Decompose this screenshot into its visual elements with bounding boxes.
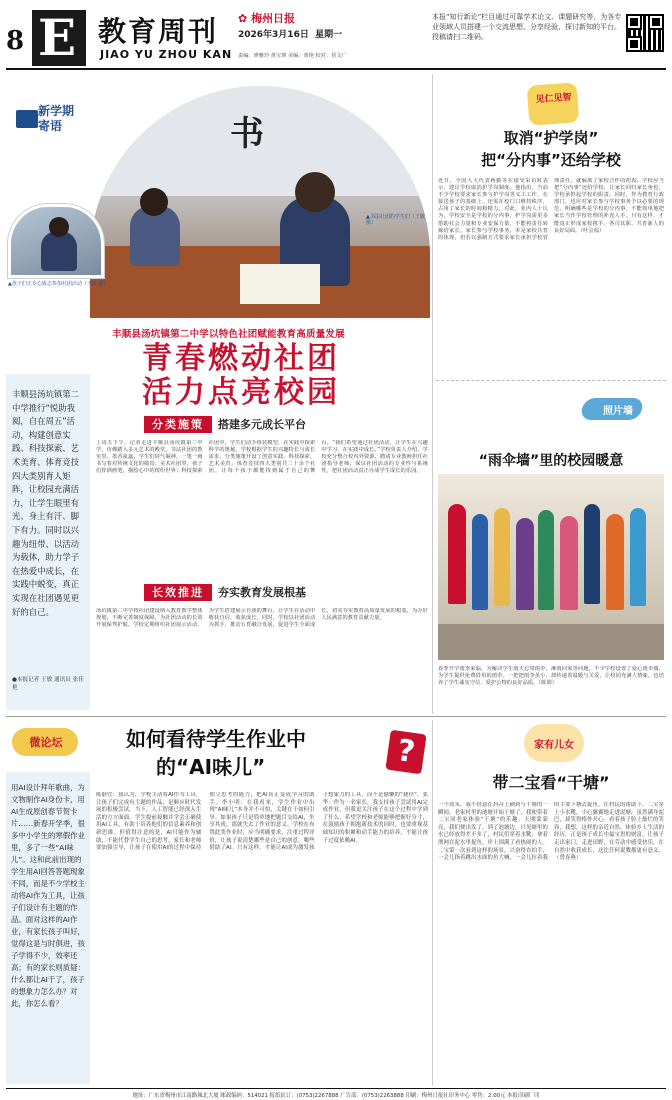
book-icon [16,110,38,128]
lead-box [6,374,90,710]
umbrella-1 [448,504,466,604]
family-body: 一个周末，我不经意在抖音上刷到与干塘的一瞬间。老家村里的池塘开始干塘了，我便带着二宝回老家体验“干塘”的乐趣。天刚蒙蒙亮，我们便出发了。到了池塘边，只见塘里的水已经放得差不多了，村民们穿着水靴、拿着渔网在泥水里捉鱼，岸上围满了看热闹的人。二宝第一次看到这样的场景，兴奋得直拍手，一会儿指着跳出水面的鱼大喊，一会儿拉着我的手要下塘去捉鱼。在村民的帮助下，二宝穿上小水靴，小心翼翼地走进泥塘，虽然满身泥巴，却笑得格外开心。看着孩子脸上灿烂的笑容，我想，这样的亲近自然、体验乡土生活的经历，正是孩子成长中最宝贵的财富。让孩子走出家门，走进田野，在劳动中感受快乐，在自然中收获成长，这比任何说教都更有意义。（曾春燕） [438,802,664,862]
header-rule [6,68,666,70]
byline: ●本报记者 王敏 通讯员 张佳艳 [12,677,84,691]
side-column [436,74,666,714]
photo-wall-tag: 照片墙 [582,398,656,420]
photo-caption-left: ▲孩子们正专心致志参加社团活动（王敏 摄） [8,281,109,287]
family-section [436,720,666,1086]
opinion-headline-2: 把“分内事”还给学校 [481,151,621,169]
logo-icon: ✿ [238,12,248,25]
umbrella-5 [538,510,554,610]
umbrella-6 [560,516,578,610]
story-kicker: 丰顺县汤坑镇第二中学以特色社团赋能教育高质量发展 [112,329,345,340]
umbrella-7 [584,504,600,604]
forum-section [6,720,430,1086]
opinion-body: 近日，全国人大代表蒋勤等在接受采访时表示，建议学校取消护学岗制度。他指出，当前不少学校要求家长参与护学岗等义工工作，在接送孩子的基础上，还需在校门口维持秩序，占用了家长的时间和精力。对此，业内人士认为，学校安全是学校的分内事，护学岗需更多借助社会力量和专业安保力量，不能将责任转嫁给家长。家长参与学校事务，本是家校共育的体现，但若以强制方式要求家长承担学校管理责任，就偏离了家校合作的初衷。学校应当把“分内事”还给学校，让家长回归家长角色，学校承担起学校的职责。同时，作为教育行政部门，也应对家长参与学校事务予以必要的规范，明确哪些是学校的分内事，不能简单地把家长当作学校管理的补充人手。只有这样，才能真正形成家校携手、各司其职、共育新人的良好局面。（叶会福） [438,178,664,241]
subhead-2: 长效推进 夯实教育发展根基 [144,584,424,601]
notice-text: 本报“知行新论”栏目通过可靠学术论文、课题研究等，为各专业领域人员搭建一个交流思想、分享经验、探讨新知的平台。投稿请扫二维码。 [432,13,622,41]
umbrella-2 [472,514,488,610]
footer [6,1088,666,1098]
forum-intro-box [6,772,90,1084]
student-head-2 [140,188,168,216]
story-headline-2: 活力点亮校园 [142,375,340,410]
sub2-body: 汤坑镇第二中学将社团建设纳入教育教学整体规划，不断完善制度保障，为社团活动的长效开展保驾护航。学校定期组织社团展示活动，为学生搭建展示自我的舞台，让学生在活动中收获自信、收获成长。同时，学校以社团活动为抓手，推动五育融合发展，促进学生全面成长，切实夯实教育高质量发展的根基，为办好人民满意的教育贡献力量。 [96,608,428,629]
page-divider [6,716,666,717]
photo-headline: “雨伞墙”里的校园暖意 [478,453,624,469]
story-headline-1: 青春燃动社团 [142,341,340,376]
page-number: 8 [6,26,25,56]
family-tag: 家有儿女 [524,724,588,764]
footer-text: 地址：广东省梅州市江南路城北大厦 邮政编码：514021 报纸征订：(0753)2267888 广告部：(0753)2263888 印刷：梅州日报社印务中心 零售：2.00元 本报印刷厂印 [132,1093,540,1099]
newspaper-name: ✿ 梅州日报 [238,12,296,25]
family-headline: 带二宝看“干塘” [492,773,610,792]
photo-caption: 春季开学雨季来临，为解决学生雨天忘带雨伞、淋雨回家等问题，不少学校设置了爱心雨伞墙，为学生提供免费借用的雨伞。一把把雨伞虽小，却传递着温暖与关爱，让校园充满人情味，也培养了学生诚实守信、爱护公物的良好品质。（陈娟） [438,666,664,687]
umbrella-wall-photo [438,474,664,660]
lead-text: 丰顺县汤坑镇第二中学推行“悦助我阅，自在周五”活动，构建创意实践、科技探索、艺术美育、体育竞技四大类别育人矩阵，让校园充满活力，让学生眼里有光、身上有汗、脚下有力。同时以兴趣为纽带、以活动为载体，助力学子在热爱中成长，在实践中蜕变，真正实现在社团遇见更好的自己。 [12,389,79,617]
lower-column-divider [432,720,433,1086]
inset-photo [8,204,104,278]
opinion-tag: 见仁见智 [527,82,580,125]
column-divider [432,74,433,714]
forum-intro: 用AI设计拜年歌曲，为文物制作AI身份卡，用AI生成原创春节贺卡片……新春开学季，很多中小学生的寒假作业里，多了一些“AI味儿”。这和此前出现的学生用AI回答答题现象不同，而是不少学校主动将AI作为工具，让孩子们设计有主题的作品。面对这样的AI作业，有家长孩子叫好，觉得这是与时俱进，孩子学得不少，效率还高；有的家长则质疑：什么都让AI干了，孩子的想象力怎么办？对此，你怎么看？ [11,783,85,1008]
qr-code[interactable] [626,14,664,52]
umbrella-9 [630,508,646,606]
forum-body: 陈静宜：我认为，学校主动将AI作为工具，让孩子们完成有主题的作品，是顺应时代发展的积极尝试。当下，人工智能已经深入生活的方方面面，学生提前接触并学会正确使用AI工具，有助于培养他们的信息素养和创新思维。但值得注意的是，AI只能作为辅助，不能代替学生自己的思考。家长和老师要加强引导，让孩子在使用AI的过程中保持独立思考的能力，把AI真正变成学习的助手。李小明：在我看来，学生作业中出现“AI味儿”本身并不可怕，关键在于如何引导。如果孩子只是简单地把题目交给AI，坐享其成，那就失去了作业的意义。学校在布置此类作业时，应当明确要求，注重过程评价，让孩子说清楚哪些是自己的创意，哪些借助了AI。只有这样，才能让AI成为激发孩子想象力的工具，而不是偷懒的“捷径”。张华：作为一名家长，我支持孩子尝试用AI完成作业，但我更关注孩子在这个过程中学到了什么。希望学校和老师能够把握好分寸，在鼓励孩子拥抱新技术的同时，也要重视基础知识的积累和动手能力的培养，不能让孩子过度依赖AI。 [96,792,428,852]
opinion-headline-1: 取消“护学岗” [503,129,599,147]
page-letter-badge: E [32,10,86,66]
main-photo [90,86,430,318]
student-head [295,172,335,212]
forum-headline-1: 如何看待学生作业中 [126,727,306,751]
main-story [6,74,430,714]
new-semester-tag: 新学期寄语 [16,104,80,144]
floor [438,624,664,660]
issue-date: 2026年3月16日 星期一 [238,30,343,40]
side-divider [436,380,666,381]
umbrella-8 [606,514,624,610]
section-pinyin: JIAO YU ZHOU KAN [100,48,233,61]
paper-sheet [240,264,320,304]
forum-tag: 微论坛 [12,724,82,764]
sub1-body: 上周五下午，记者走进丰顺县汤坑镇第二中学，仿佛踏入多元艺术的殿堂。书法社团的教室里，墨香氤氲，学生们屏气凝神，一笔一画书写着对传统文化的敬畏；美术社团里，孩子们挥洒画笔，描绘心中的缤纷世界；科技探索社团中，学生们动手组装模型，在实践中探索科学的奥秘。学校根据学生的兴趣特长与成长需求，分类施策开设了创意实践、科技探索、艺术美育、体育竞技四大类别共二十余个社团，让每个孩子都能找到属于自己的舞台。“我们希望通过社团活动，让学生在兴趣中学习，在实践中成长。”学校负责人介绍，学校充分整合校内外资源，聘请专业教师担任社团指导老师，保证社团活动的专业性与系统性，把社团活动真正办成学生成长的乐园。 [96,440,428,475]
umbrella-3 [494,508,510,606]
question-mark-icon: ? [385,730,426,775]
forum-headline-2: 的“AI味儿” [156,755,266,779]
calligraphy-sign: 书 [230,114,264,154]
editors-line: 责编：廖雅玲 黄宝瑛 美编：黄艳 校对：侯文广 [238,53,347,59]
umbrella-4 [516,518,534,610]
photo-caption-right: ▲书法社团的学生们（王敏 摄） [366,214,425,226]
section-title: 教育周刊 [98,15,219,48]
page-header [0,0,672,70]
subhead-1: 分类施策 搭建多元成长平台 [144,416,424,433]
